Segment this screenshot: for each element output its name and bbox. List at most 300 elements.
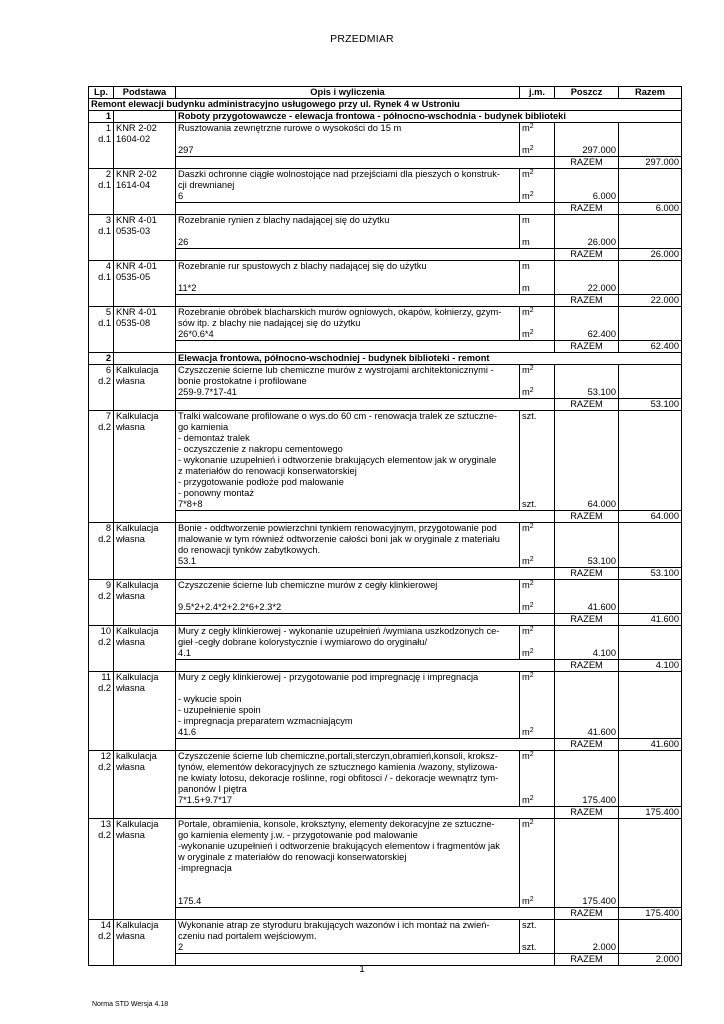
header-lp: Lp.: [89, 87, 114, 99]
unit-spacer: [522, 422, 552, 433]
unit-spacer: [522, 637, 552, 648]
przedmiar-table: [88, 86, 682, 966]
description-line: panonów I piętra: [178, 784, 247, 794]
razem-label: RAZEM: [555, 954, 619, 966]
poszcz-value: 53.100: [587, 556, 616, 566]
item-calculation: 26: [178, 237, 189, 247]
item-description: [176, 169, 520, 203]
item-poszcz: [555, 365, 619, 399]
description-line: [178, 591, 517, 602]
description-line: Czyszczenie ścierne lub chemiczne,portali,sterczyn,obramień,konsoli, kroksz-: [178, 751, 498, 761]
item-razem-blank: [619, 672, 682, 739]
razem-label: RAZEM: [555, 568, 619, 580]
poszcz-spacer: [557, 307, 616, 318]
item-unit-text: [522, 751, 552, 762]
item-lp: 12 d.2: [89, 751, 114, 819]
razem-value: 41.600: [619, 614, 682, 626]
description-line: ne kwiaty lotosu, dekoracje roślinne, rogi obfitosci / - dekoracje wewnątrz tym-: [178, 773, 499, 783]
header-poszcz: Poszcz: [555, 87, 619, 99]
razem-blank: [176, 511, 555, 523]
unit-superscript: 2: [529, 626, 534, 633]
item-calculation: 175.4: [178, 896, 202, 906]
razem-blank: [176, 295, 555, 307]
poszcz-spacer: [557, 591, 616, 602]
footer-version: Norma STD Wersja 4.18: [92, 1001, 169, 1008]
item-description: [176, 580, 520, 614]
item-lp: 11 d.2: [89, 672, 114, 751]
item-calculation: 53.1: [178, 556, 197, 566]
poszcz-spacer: [557, 318, 616, 329]
description-line: tynów, elementów dekoracyjnych ze sztucznego kamienia /wazony, stylizowa-: [178, 762, 498, 772]
item-lp: 8 d.2: [89, 523, 114, 580]
item-calculation: 7*1.5+9.7*17: [178, 795, 233, 805]
item-poszcz: [555, 411, 619, 511]
razem-label: RAZEM: [555, 739, 619, 751]
poszcz-spacer: [557, 534, 616, 545]
item-razem-blank: [619, 215, 682, 249]
item-unit-text: m: [522, 795, 530, 805]
item-unit-text: m: [522, 626, 530, 636]
item-calculation: 259-9.7*17-41: [178, 387, 237, 397]
poszcz-spacer: [557, 716, 616, 727]
description-line: bonie prostokatne i profilowane: [178, 376, 307, 386]
item-jm: [520, 215, 555, 249]
item-lp: 13 d.2: [89, 819, 114, 920]
unit-superscript: 2: [529, 307, 534, 314]
item-poszcz: [555, 751, 619, 807]
item-description: [176, 365, 520, 399]
item-lp: 3 d.1: [89, 215, 114, 261]
razem-row: [89, 739, 682, 751]
description-line: gieł -cegły dobrane kolorystycznie i wymiarowo do oryginału/: [178, 637, 428, 647]
poszcz-spacer: [557, 626, 616, 637]
item-jm: [520, 672, 555, 739]
item-unit-text: m: [522, 672, 530, 682]
item-description: [176, 411, 520, 511]
unit-superscript: 2: [529, 556, 534, 563]
item-podstawa: KNR 2-02 1604-02: [114, 123, 176, 169]
item-row: [89, 169, 682, 203]
unit-spacer: [522, 444, 552, 455]
item-unit-text: [522, 215, 552, 226]
item-podstawa: KNR 4-01 0535-08: [114, 307, 176, 353]
poszcz-value: 62.400: [587, 329, 616, 339]
poszcz-spacer: [557, 885, 616, 896]
item-razem-blank: [619, 365, 682, 399]
description-line: - ponowny montaż: [178, 488, 254, 498]
unit-superscript: 2: [529, 523, 534, 530]
item-calculation: 6: [178, 191, 184, 201]
description-line: sów itp. z blachy nie nadającej się do użytku: [178, 318, 361, 328]
item-row: [89, 307, 682, 341]
item-row: [89, 411, 682, 511]
item-unit-text: [522, 123, 552, 134]
project-title: Remont elewacji budynku administracyjno usługowego przy ul. Rynek 4 w Ustroniu: [89, 99, 682, 111]
item-razem-blank: [619, 920, 682, 954]
item-unit-text: m: [522, 329, 530, 339]
unit-spacer: [522, 762, 552, 773]
item-poszcz: [555, 261, 619, 295]
item-unit-text: [522, 499, 552, 510]
item-unit-text: m: [522, 727, 530, 737]
section-blank: [114, 111, 176, 123]
item-podstawa: kalkulacja własna: [114, 751, 176, 819]
unit-superscript: 2: [529, 751, 534, 758]
poszcz-spacer: [557, 433, 616, 444]
unit-spacer: [522, 694, 552, 705]
razem-label: RAZEM: [555, 341, 619, 353]
razem-value: 53.100: [619, 399, 682, 411]
poszcz-spacer: [557, 215, 616, 226]
item-unit-text: m: [522, 123, 530, 133]
description-line: do renowacji tynków zabytkowych.: [178, 545, 321, 555]
unit-superscript: 2: [529, 896, 534, 903]
poszcz-spacer: [557, 376, 616, 387]
item-unit-text: [522, 261, 552, 272]
item-poszcz: [555, 523, 619, 568]
razem-label: RAZEM: [555, 203, 619, 215]
item-unit-text: [522, 896, 552, 907]
item-unit-text: [522, 169, 552, 180]
unit-spacer: [522, 455, 552, 466]
razem-blank: [176, 203, 555, 215]
item-row: [89, 626, 682, 660]
item-lp: 7 d.2: [89, 411, 114, 523]
unit-spacer: [522, 931, 552, 942]
item-razem-blank: [619, 523, 682, 568]
item-podstawa: Kalkulacja własna: [114, 819, 176, 920]
poszcz-spacer: [557, 523, 616, 534]
item-podstawa: Kalkulacja własna: [114, 411, 176, 523]
item-razem-blank: [619, 819, 682, 908]
section-row: [89, 111, 682, 123]
poszcz-spacer: [557, 466, 616, 477]
razem-value: 64.000: [619, 511, 682, 523]
item-calculation: 26*0.6*4: [178, 329, 214, 339]
item-description: [176, 123, 520, 157]
item-unit-text: m: [522, 751, 530, 761]
item-poszcz: [555, 123, 619, 157]
razem-row: [89, 908, 682, 920]
item-podstawa: KNR 2-02 1614-04: [114, 169, 176, 215]
item-row: [89, 123, 682, 157]
item-unit-text: m: [522, 580, 530, 590]
razem-row: [89, 341, 682, 353]
section-blank: [114, 353, 176, 365]
item-unit-text: [522, 795, 552, 806]
razem-label: RAZEM: [555, 295, 619, 307]
section-row: [89, 353, 682, 365]
description-line: cji drewnianej: [178, 180, 235, 190]
item-calculation: 7*8+8: [178, 499, 203, 509]
item-unit-text: [522, 556, 552, 567]
item-unit-text: [522, 145, 552, 156]
unit-spacer: [522, 591, 552, 602]
item-poszcz: [555, 580, 619, 614]
description-line: Czyszczenie ścierne lub chemiczne murów z wystrojami architektonicznymi -: [178, 365, 494, 375]
poszcz-spacer: [557, 672, 616, 683]
razem-value: 297.000: [619, 157, 682, 169]
description-line: z materiałów do renowacji konserwatorskiej: [178, 466, 357, 476]
razem-row: [89, 249, 682, 261]
item-jm: [520, 307, 555, 341]
poszcz-value: 41.600: [587, 602, 616, 612]
item-jm: [520, 411, 555, 511]
item-podstawa: Kalkulacja własna: [114, 920, 176, 966]
item-unit-text: [522, 191, 552, 202]
unit-spacer: [522, 545, 552, 556]
description-line: Rozebranie obróbek blacharskich murów ogniowych, okapów, kołnierzy, gzym-: [178, 307, 502, 317]
item-lp: 6 d.2: [89, 365, 114, 411]
description-line: go kamienia elementy j.w. - przygotowanie pod malowanie: [178, 830, 418, 840]
poszcz-spacer: [557, 830, 616, 841]
item-lp: 1 d.1: [89, 123, 114, 169]
item-description: [176, 920, 520, 954]
item-unit-text: m: [522, 648, 530, 658]
item-unit-text: szt.: [522, 920, 537, 930]
description-line: - impregnacja preparatem wzmacniającym: [178, 716, 353, 726]
item-row: [89, 580, 682, 614]
razem-blank: [176, 341, 555, 353]
item-description: [176, 819, 520, 908]
item-unit-text: szt.: [522, 942, 537, 952]
poszcz-value: 26.000: [587, 237, 616, 247]
poszcz-spacer: [557, 819, 616, 830]
item-unit-text: [522, 727, 552, 738]
section-number: 1: [89, 111, 114, 123]
description-line: Mury z cegły klinkierowej - przygotowanie pod impregnację i impregnacja: [178, 672, 479, 682]
item-unit-text: m: [522, 215, 530, 225]
item-row: [89, 365, 682, 399]
item-podstawa: Kalkulacja własna: [114, 365, 176, 411]
item-unit-text: [522, 523, 552, 534]
header-razem: Razem: [619, 87, 682, 99]
unit-superscript: 2: [529, 387, 534, 394]
item-poszcz: [555, 819, 619, 908]
project-title-row: [89, 99, 682, 111]
item-unit-text: m: [522, 261, 530, 271]
item-unit-text: [522, 648, 552, 659]
item-description: [176, 751, 520, 807]
unit-spacer: [522, 830, 552, 841]
poszcz-spacer: [557, 422, 616, 433]
item-razem-blank: [619, 261, 682, 295]
unit-spacer: [522, 477, 552, 488]
description-line: w oryginale z materiałów do renowacji konserwatorskiej: [178, 852, 407, 862]
item-unit-text: [522, 819, 552, 830]
item-podstawa: Kalkulacja własna: [114, 523, 176, 580]
item-unit-text: m: [522, 556, 530, 566]
item-jm: [520, 365, 555, 399]
razem-blank: [176, 157, 555, 169]
item-unit-text: m: [522, 523, 530, 533]
item-description: [176, 523, 520, 568]
poszcz-value: 6.000: [592, 191, 616, 201]
description-line: Daszki ochronne ciągłe wolnostojące nad przejściami dla pieszych o konstruk-: [178, 169, 500, 179]
poszcz-spacer: [557, 920, 616, 931]
razem-row: [89, 614, 682, 626]
item-razem-blank: [619, 169, 682, 203]
item-unit-text: m: [522, 191, 530, 201]
item-calculation: 41.6: [178, 727, 197, 737]
razem-row: [89, 203, 682, 215]
item-unit-text: m: [522, 237, 530, 247]
item-unit-text: [522, 387, 552, 398]
description-line: Rusztowania zewnętrzne rurowe o wysokości do 15 m: [178, 123, 402, 133]
item-unit-text: m: [522, 365, 530, 375]
razem-label: RAZEM: [555, 399, 619, 411]
razem-value: 175.400: [619, 908, 682, 920]
razem-label: RAZEM: [555, 660, 619, 672]
razem-row: [89, 807, 682, 819]
poszcz-spacer: [557, 134, 616, 145]
section-title: Elewacja frontowa, północno-wschodniej - budynek biblioteki - remont: [176, 353, 682, 365]
item-row: [89, 819, 682, 908]
poszcz-value: 64.000: [587, 499, 616, 509]
item-calculation: 297: [178, 145, 194, 155]
razem-label: RAZEM: [555, 614, 619, 626]
poszcz-spacer: [557, 169, 616, 180]
item-row: [89, 261, 682, 295]
poszcz-spacer: [557, 705, 616, 716]
poszcz-spacer: [557, 365, 616, 376]
unit-spacer: [522, 773, 552, 784]
item-lp: 5 d.1: [89, 307, 114, 353]
unit-spacer: [522, 841, 552, 852]
description-line: - demontaż tralek: [178, 433, 250, 443]
razem-row: [89, 568, 682, 580]
header-opis: Opis i wyliczenia: [176, 87, 520, 99]
item-unit-text: szt.: [522, 411, 537, 421]
item-razem-blank: [619, 307, 682, 341]
description-line: [178, 134, 517, 145]
item-description: [176, 626, 520, 660]
item-poszcz: [555, 672, 619, 739]
item-lp: 14 d.2: [89, 920, 114, 966]
unit-superscript: 2: [529, 727, 534, 734]
description-line: - wykonanie uzupełnień i odtworzenie brakujących elementow jak w oryginale: [178, 455, 497, 465]
item-row: [89, 672, 682, 739]
item-jm: [520, 169, 555, 203]
item-jm: [520, 580, 555, 614]
unit-superscript: 2: [529, 580, 534, 587]
item-row: [89, 920, 682, 954]
description-line: - oczyszczenie z nakropu cementowego: [178, 444, 343, 454]
poszcz-spacer: [557, 931, 616, 942]
item-lp: 2 d.1: [89, 169, 114, 215]
unit-spacer: [522, 466, 552, 477]
item-jm: [520, 819, 555, 908]
item-razem-blank: [619, 411, 682, 511]
item-unit-text: m: [522, 145, 530, 155]
description-line: - uzupełnienie spoin: [178, 705, 261, 715]
item-poszcz: [555, 626, 619, 660]
razem-value: 6.000: [619, 203, 682, 215]
page-title: PRZEDMIAR: [330, 33, 394, 45]
poszcz-spacer: [557, 683, 616, 694]
unit-spacer: [522, 784, 552, 795]
poszcz-value: 22.000: [587, 283, 616, 293]
item-unit-text: m: [522, 307, 530, 317]
item-razem-blank: [619, 580, 682, 614]
poszcz-spacer: [557, 852, 616, 863]
item-unit-text: [522, 580, 552, 591]
unit-superscript: 2: [529, 329, 534, 336]
razem-label: RAZEM: [555, 249, 619, 261]
item-podstawa: Kalkulacja własna: [114, 672, 176, 751]
description-line: Rozebranie rynien z blachy nadającej się do użytku: [178, 215, 390, 225]
item-lp: 10 d.2: [89, 626, 114, 672]
razem-label: RAZEM: [555, 908, 619, 920]
razem-value: 62.400: [619, 341, 682, 353]
item-unit-text: m: [522, 283, 530, 293]
item-poszcz: [555, 307, 619, 341]
razem-label: RAZEM: [555, 807, 619, 819]
unit-spacer: [522, 885, 552, 896]
item-poszcz: [555, 920, 619, 954]
description-line: [178, 885, 517, 896]
poszcz-spacer: [557, 261, 616, 272]
poszcz-spacer: [557, 580, 616, 591]
unit-spacer: [522, 134, 552, 145]
item-jm: [520, 751, 555, 807]
description-line: - wykucie spoin: [178, 694, 242, 704]
item-unit-text: [522, 626, 552, 637]
razem-value: 175.400: [619, 807, 682, 819]
poszcz-spacer: [557, 773, 616, 784]
description-line: -wykonanie uzupełnień i odtworzenie brakujących elementow i fragmentów jak: [178, 841, 500, 851]
poszcz-value: 53.100: [587, 387, 616, 397]
unit-spacer: [522, 716, 552, 727]
item-razem-blank: [619, 626, 682, 660]
item-unit-text: [522, 411, 552, 422]
poszcz-spacer: [557, 874, 616, 885]
item-calculation: 9.5*2+2.4*2+2.2*6+2.3*2: [178, 602, 282, 612]
description-line: -impregnacja: [178, 863, 232, 873]
item-lp: 9 d.2: [89, 580, 114, 626]
razem-row: [89, 511, 682, 523]
poszcz-spacer: [557, 488, 616, 499]
unit-spacer: [522, 874, 552, 885]
razem-row: [89, 295, 682, 307]
item-unit-text: m: [522, 819, 530, 829]
unit-superscript: 2: [529, 145, 534, 152]
item-description: [176, 261, 520, 295]
page-number: 1: [359, 964, 365, 975]
poszcz-spacer: [557, 784, 616, 795]
unit-spacer: [522, 180, 552, 191]
poszcz-spacer: [557, 637, 616, 648]
razem-value: 41.600: [619, 739, 682, 751]
razem-blank: [176, 660, 555, 672]
description-line: go kamienia: [178, 422, 229, 432]
poszcz-spacer: [557, 272, 616, 283]
razem-blank: [176, 739, 555, 751]
item-unit-text: szt.: [522, 499, 537, 509]
item-description: [176, 307, 520, 341]
unit-spacer: [522, 226, 552, 237]
unit-spacer: [522, 433, 552, 444]
item-unit-text: m: [522, 169, 530, 179]
item-lp: 4 d.1: [89, 261, 114, 307]
description-line: Wykonanie atrap ze styroduru brakujących wazonów i ich montaż na zwień-: [178, 920, 490, 930]
razem-value: 53.100: [619, 568, 682, 580]
poszcz-value: 175.400: [582, 795, 616, 805]
item-poszcz: [555, 215, 619, 249]
description-line: [178, 272, 517, 283]
header-jm: j.m.: [520, 87, 555, 99]
item-podstawa: KNR 4-01 0535-03: [114, 215, 176, 261]
